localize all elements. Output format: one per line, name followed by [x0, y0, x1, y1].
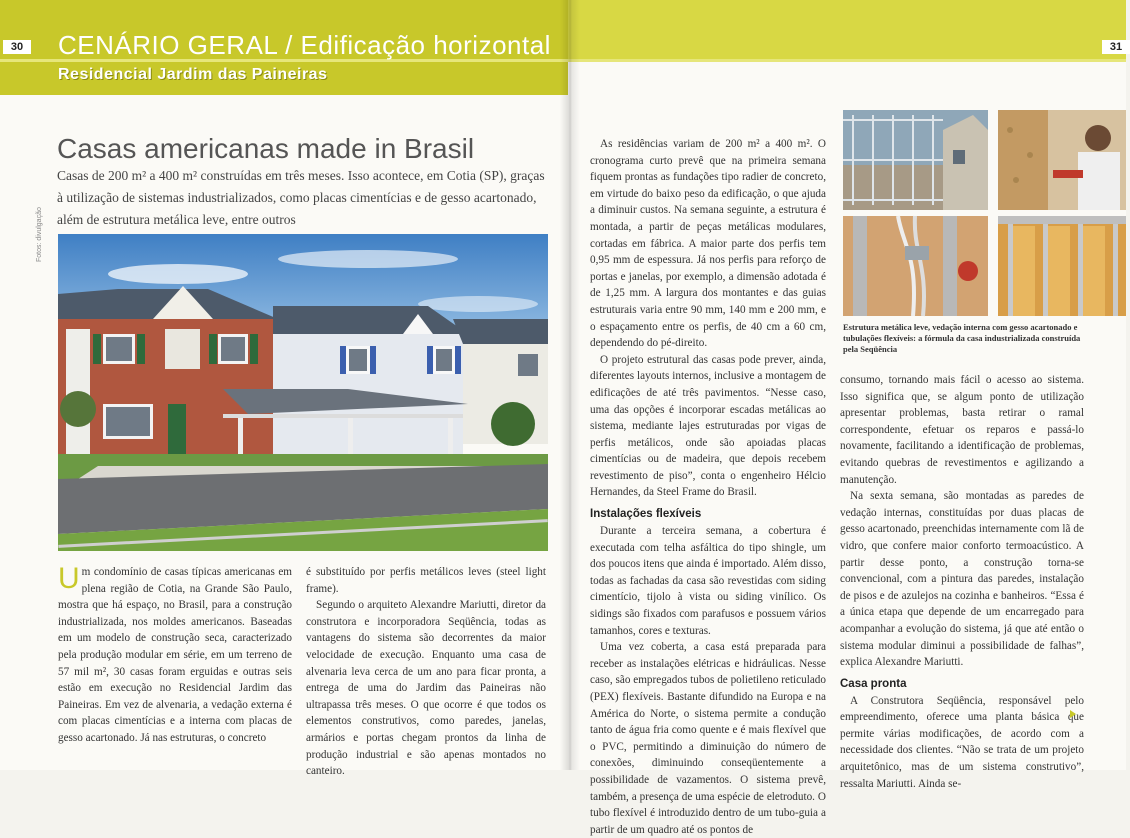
article-lead: Casas de 200 m² a 400 m² construídas em três meses. Isso acontece, em Cotia (SP), graças à utilização de sistemas industrializados, como placas cimentícias e de gesso acartonado, além de estrutura metálica leve, entre outros: [57, 168, 545, 227]
paragraph: consumo, tornando mais fácil o acesso ao sistema. Isso significa que, se algum ponto de utilização apresentar problemas, basta retirar o ramal correspondente, efetuar os reparos e passá-lo novamente, facilitando a identificação de problemas, evitando quebras de revestimentos e agilizando a manutenção.: [840, 374, 1084, 486]
article-headline: Casas americanas made in Brasil: [57, 133, 475, 164]
page-number: 31: [1102, 40, 1130, 54]
subheading: Instalações flexíveis: [590, 508, 702, 521]
paragraph: Na sexta semana, são montadas as paredes de vedação internas, constituídas por duas placas de gesso acartonado, preenchidas internamente com lã de vidro, que confere maior conforto termoacústico. A partir desse ponto, a construção torna-se convencional, com a pintura das paredes, instalação de pisos e de azulejos na cozinha e banheiros. “Essa é a única etapa que depende de um encarregado para acompanhar a evolução do sistema, já que até então o sistema modular diminui a possibilidade de falhas”, explica Alexandre Mariutti.: [840, 490, 1084, 669]
paragraph: m condomínio de casas típicas americanas em plena região de Cotia, na Grande São Paulo, mostra que há espaço, no Brasil, para a construção industrializada, nos moldes americanos. Baseadas em um modelo de construção seca, caracterizado pela produção modular em série, em um terreno de 57 mil m², 30 casas foram erguidas e outras seis estão em execução no Residencial Jardim das Paineiras. Em vez de alvenaria, a vedação externa é com placas cimentícias e a interna com placas de gesso acartonado. Já nas estruturas, o concreto: [58, 566, 292, 744]
photo-caption: Estrutura metálica leve, vedação interna com gesso acartonado e tubulações flexíveis: a fórmula da casa industrializada construída pela Seqüência: [843, 322, 1081, 354]
pex-tubing-photo: [843, 216, 988, 316]
gypsum-wall-photo: [998, 216, 1126, 316]
spine-shadow: [560, 0, 580, 770]
house-photo: [58, 234, 548, 551]
continue-arrow-icon: [1070, 710, 1076, 718]
paragraph: O projeto estrutural das casas pode prever, ainda, diferentes layouts internos, inclusive a montagem de edificações de até três pavimentos. “Nesse caso, uma das opções é incorporar escadas metálicas ao sistema, mediante lajes estruturadas por vigas de perfis metálicos, onde são apoiadas placas cimentícias ou de madeira, que depois recebem revestimento de piso”, conta o engenheiro Hélcio Hernandes, da Steel Frame do Brasil.: [590, 353, 826, 499]
paragraph: é substituído por perfis metálicos leves (steel light frame).: [306, 566, 546, 595]
subheading: Casa pronta: [840, 677, 907, 690]
paragraph: As residências variam de 200 m² a 400 m². O cronograma curto prevê que na primeira semana fiquem prontas as fundações tipo radier de concreto, em virtude do baixo peso da edificação, o que ajuda a diminuir custos. Na semana seguinte, a estrutura é montada, a partir de peças metálicas modulares, cortadas em fábrica. A maior parte dos perfis tem 0,95 mm de espessura. Já nos perfis para reforço de portas e janelas, por exemplo, a dimensão adotada é de 1,25 mm. A largura dos montantes e das guias estruturais varia entre 90 mm, 140 mm e 200 mm, e o espaçamento entre os perfis, de 40 cm a 60 cm, dependendo do pé-direito.: [590, 138, 826, 350]
paragraph: Segundo o arquiteto Alexandre Mariutti, diretor da construtora e incorporadora Seqüência, todas as vantagens do sistema são decorrentes da maior velocidade de execução. Enquanto uma casa de alvenaria leva cerca de um ano para ficar pronta, a entrega de uma do Jardim das Paineiras não ultrapassa três meses. O que ocorre é que todos os elementos construtivos, como paredes, janelas, armários e portas chegam prontos da linha de produção industrial e são apenas montados no canteiro.: [306, 599, 546, 778]
paragraph: Uma vez coberta, a casa está preparada para receber as instalações elétricas e hidráulicas. Nesse caso, são empregados tubos de polietileno reticulado (PEX) flexíveis. Bastante difundido na Europa e na América do Norte, o sistema permite a condução tanto de água fria como quente e é mais flexível que o PVC, permitindo a diminuição do número de conexões, diminuindo conseqüentemente a possibilidade de vazamentos. O sistema prevê, também, a presença de uma espécie de eletroduto. O tubo flexível é introduzido dentro de um tubo-guia a partir de um quadro até os pontos de: [590, 641, 826, 836]
drop-cap: U: [58, 562, 80, 595]
worker-photo: [998, 110, 1126, 210]
steel-frame-photo: [843, 110, 988, 210]
paragraph: A Construtora Seqüência, responsável pelo empreendimento, oferece uma planta básica que permite várias modificações, de acordo com a necessidade dos clientes. “Não se trata de um projeto arquitetônico, mas de um sistema construtivo”, ressalta Mariutti. Ainda se-: [840, 694, 1084, 790]
text-column-1: [58, 564, 292, 747]
photo-credit: Fotos: divulgação: [36, 207, 43, 262]
section-title: CENÁRIO GERAL / Edificação horizontal: [58, 30, 551, 60]
text-column-4: [840, 372, 1084, 792]
page-number: 30: [3, 40, 31, 54]
text-column-3: [590, 136, 826, 838]
paragraph: Durante a terceira semana, a cobertura é executada com telha asfáltica do tipo shingle, um dos poucos itens que ainda é importado. Além disso, todas as fachadas da casa são revestidas com siding cimentício, tijolo à vista ou siding vinílico. Os sidings são fixados com parafusos e possuem vários tamanhos, cores e texturas.: [590, 525, 826, 637]
left-page: [0, 0, 568, 778]
right-page: [568, 0, 1126, 836]
section-subtitle: Residencial Jardim das Paineiras: [58, 66, 328, 83]
text-column-2: [306, 564, 546, 780]
header-band: [568, 0, 1126, 62]
